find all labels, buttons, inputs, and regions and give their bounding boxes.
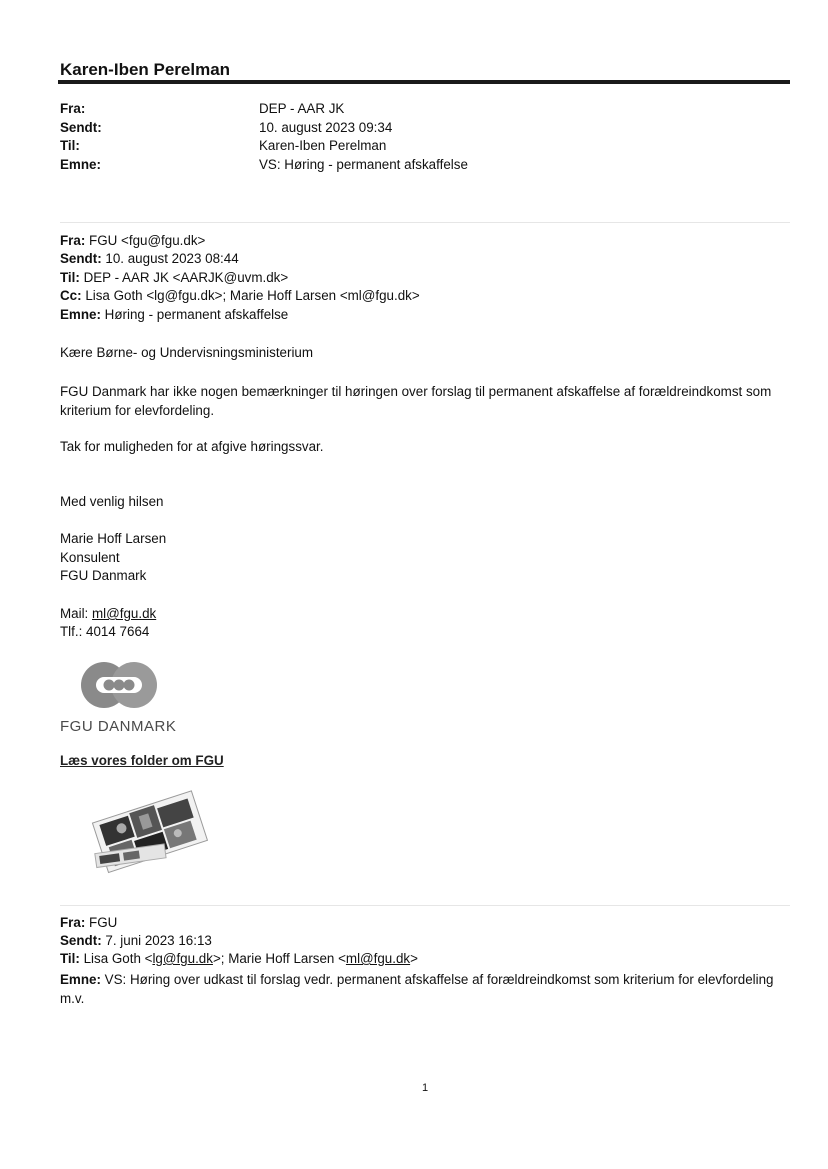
body-paragraph: FGU Danmark har ikke nogen bemærkninger til høringen over forslag til permanent afskaffelse af forældreindkomst som kriterium for elevfordeling. <box>60 384 772 418</box>
header-to-value: Karen-Iben Perelman <box>259 138 387 153</box>
header-divider <box>58 80 790 84</box>
old-subject: Emne: VS: Høring over udkast til forslag vedr. permanent afskaffelse af forældreindkomst som kriterium for elevfordeling m.v. <box>60 972 774 1006</box>
message-separator-2 <box>60 905 790 906</box>
fwd-to: Til: DEP - AAR JK <AARJK@uvm.dk> <box>60 270 289 285</box>
header-from-label: Fra: <box>60 101 86 116</box>
signature-phone: Tlf.: 4014 7664 <box>60 624 150 639</box>
ml-mail-link[interactable]: ml@fgu.dk <box>345 951 411 966</box>
folder-link[interactable]: Læs vores folder om FGU <box>60 753 224 768</box>
header-sent-label: Sendt: <box>60 120 102 135</box>
fwd-from: Fra: FGU <fgu@fgu.dk> <box>60 233 206 248</box>
closing-line: Med venlig hilsen <box>60 494 164 509</box>
fwd-sent: Sendt: 10. august 2023 08:44 <box>60 251 239 266</box>
fwd-subject: Emne: Høring - permanent afskaffelse <box>60 307 289 322</box>
greeting: Kære Børne- og Undervisningsministerium <box>60 345 314 360</box>
signature-mail: Mail: ml@fgu.dk <box>60 606 157 621</box>
signature-title: Konsulent <box>60 550 120 565</box>
mail-link[interactable]: ml@fgu.dk <box>92 606 157 621</box>
message-separator <box>60 222 790 223</box>
fwd-cc: Cc: Lisa Goth <lg@fgu.dk>; Marie Hoff Larsen <ml@fgu.dk> <box>60 288 420 303</box>
header-to-label: Til: <box>60 138 80 153</box>
page-number: 1 <box>422 1082 429 1094</box>
old-to: Til: Lisa Goth <lg@fgu.dk>; Marie Hoff Larsen <ml@fgu.dk> <box>60 951 418 966</box>
thanks-line: Tak for muligheden for at afgive høringssvar. <box>60 439 324 454</box>
fgu-logo-text: FGU DANMARK <box>60 718 177 735</box>
mailbox-owner-name: Karen-Iben Perelman <box>60 60 231 79</box>
header-subject-label: Emne: <box>60 157 101 172</box>
fgu-logo-icon <box>74 660 164 710</box>
header-sent-value: 10. august 2023 09:34 <box>259 120 393 135</box>
old-sent: Sendt: 7. juni 2023 16:13 <box>60 933 212 948</box>
folder-thumbnail-image[interactable] <box>84 784 214 879</box>
lg-mail-link[interactable]: lg@fgu.dk <box>152 951 213 966</box>
signature-org: FGU Danmark <box>60 568 147 583</box>
header-from-value: DEP - AAR JK <box>259 101 345 116</box>
old-from: Fra: FGU <box>60 915 118 930</box>
header-subject-value: VS: Høring - permanent afskaffelse <box>259 157 468 172</box>
signature-name: Marie Hoff Larsen <box>60 531 167 546</box>
